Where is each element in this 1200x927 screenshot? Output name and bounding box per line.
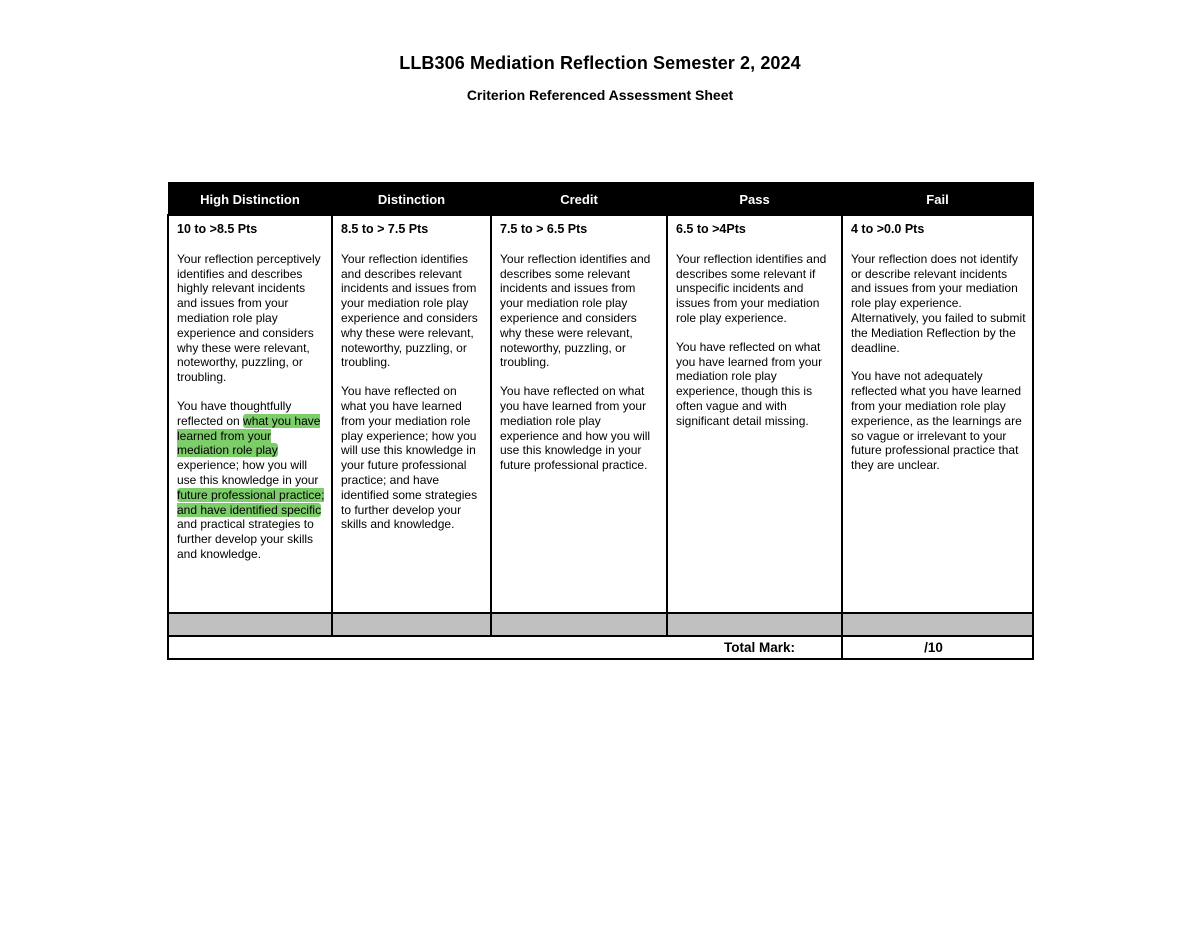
descriptor-pass-2: You have reflected on what you have learned from your mediation role play experience, though this is often vague and with significant detail missing. xyxy=(676,339,823,428)
points-pass: 6.5 to >4Pts xyxy=(676,222,746,236)
rubric-header-row xyxy=(168,183,1033,215)
points-fail: 4 to >0.0 Pts xyxy=(851,222,925,236)
cell-fail xyxy=(842,215,1033,613)
cell-credit xyxy=(491,215,667,613)
descriptor-text: You have thoughtfully reflected on xyxy=(177,398,292,428)
total-mark-label: Total Mark: xyxy=(168,636,842,659)
descriptor-credit-2: You have reflected on what you have learned from your mediation role play experience and how you will use this knowledge in your future professional practice. xyxy=(500,384,651,473)
mark-cell-high-distinction[interactable] xyxy=(168,613,332,636)
rubric-table xyxy=(167,182,1034,660)
highlighted-text: future professional practice; and have identified specific xyxy=(177,487,325,517)
mark-cell-distinction[interactable] xyxy=(332,613,491,636)
descriptor-distinction-2: You have reflected on what you have learned from your mediation role play experience; how you will use this knowledge in your future professional practice; and have identified some strategies to further develop your skills and knowledge. xyxy=(341,384,478,532)
header-credit: Credit xyxy=(491,183,667,215)
descriptor-credit-1: Your reflection identifies and describes some relevant incidents and issues from your mediation role play experience and considers why these were relevant, noteworthy, puzzling, or troubling. xyxy=(500,251,651,370)
document-subtitle: Criterion Referenced Assessment Sheet xyxy=(466,87,734,103)
descriptor-pass-1: Your reflection identifies and describes some relevant if unspecific incidents and issues from your mediation role play experience. xyxy=(676,251,827,325)
header-pass: Pass xyxy=(667,183,842,215)
rubric-criteria-row xyxy=(168,215,1033,613)
descriptor-text: and practical strategies to further develop your skills and knowledge. xyxy=(177,517,314,561)
header-distinction: Distinction xyxy=(332,183,491,215)
mark-cell-credit[interactable] xyxy=(491,613,667,636)
document-title: LLB306 Mediation Reflection Semester 2, 2024 xyxy=(399,53,801,73)
total-row xyxy=(168,636,1033,659)
points-credit: 7.5 to > 6.5 Pts xyxy=(500,222,588,236)
descriptor-fail-2: You have not adequately reflected what you have learned from your mediation role play experience, as the learnings are so vague or irrelevant to your future professional practice that they are unclear. xyxy=(851,369,1022,473)
descriptor-text: experience; how you will use this knowledge in your xyxy=(177,458,319,487)
cell-pass xyxy=(667,215,842,613)
descriptor-fail-1: Your reflection does not identify or describe relevant incidents and issues from your mediation role play experience. Alternatively, you failed to submit the Mediation Reflection by the deadline. xyxy=(851,251,1026,355)
points-high-distinction: 10 to >8.5 Pts xyxy=(177,222,258,236)
highlighted-text: what you have learned from your mediation role play xyxy=(177,413,321,458)
mark-cell-fail[interactable] xyxy=(842,613,1033,636)
total-mark-value: /10 xyxy=(842,636,1033,659)
descriptor-distinction-1: Your reflection identifies and describes relevant incidents and issues from your mediation role play experience and considers why these were relevant, noteworthy, puzzling, or troubling. xyxy=(341,251,478,370)
cell-high-distinction xyxy=(168,215,332,613)
header-fail: Fail xyxy=(842,183,1033,215)
cell-distinction xyxy=(332,215,491,613)
mark-cell-pass[interactable] xyxy=(667,613,842,636)
descriptor-high-distinction-1: Your reflection perceptively identifies and describes highly relevant incidents and issues from your mediation role play experience and considers why these were relevant, noteworthy, puzzling, or troubling. xyxy=(177,251,321,385)
descriptor-high-distinction-2 xyxy=(177,399,325,562)
points-distinction: 8.5 to > 7.5 Pts xyxy=(341,222,429,236)
header-high-distinction: High Distinction xyxy=(168,183,332,215)
mark-entry-row xyxy=(168,613,1033,636)
